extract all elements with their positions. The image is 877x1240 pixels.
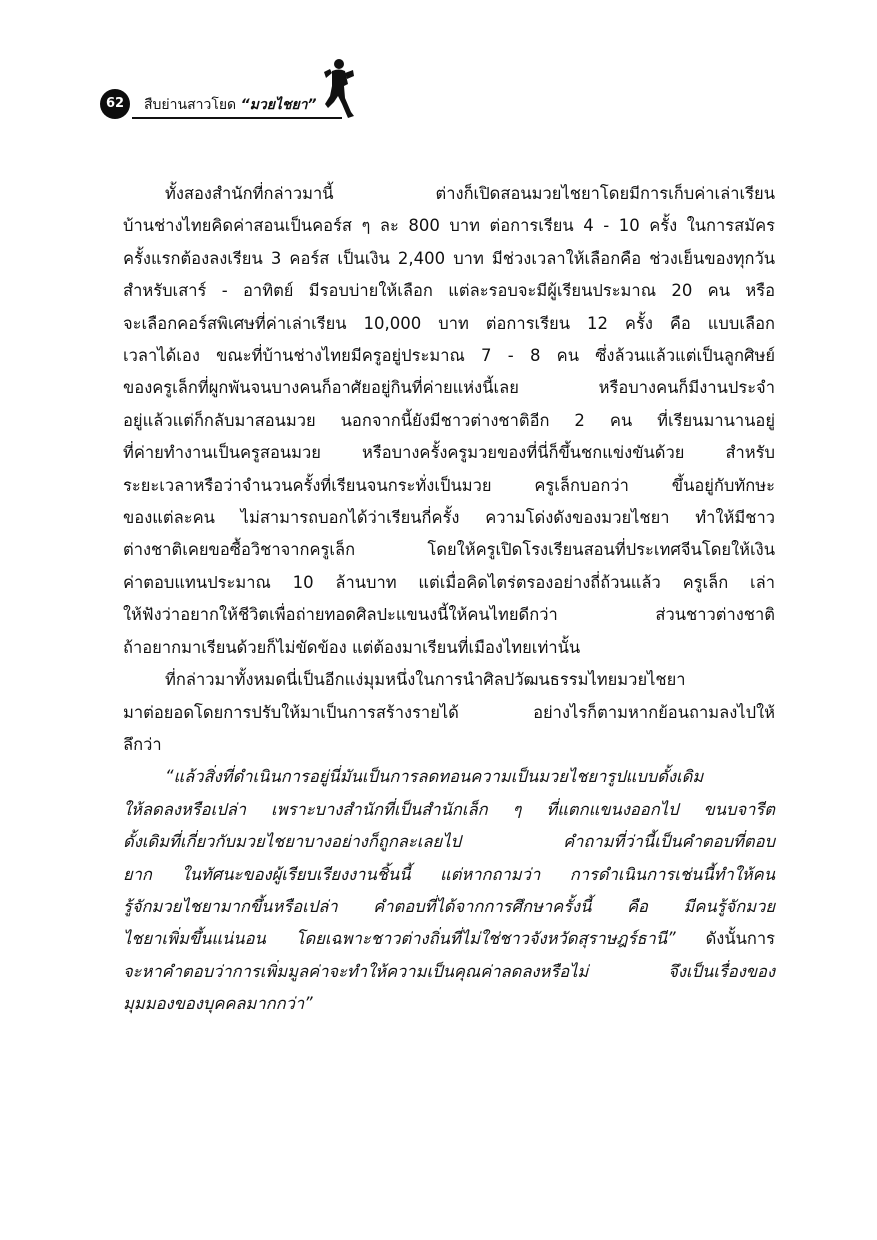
- text-line: ที่ค่ายทำงานเป็นครูสอนมวย หรือบางครั้งครูมวยของที่นี่ก็ขึ้นชกแข่งขันด้วย สำหรับ: [123, 443, 775, 463]
- quote-fragment: ไชยาเพิ่มขึ้นแน่นอน โดยเฉพาะชาวต่างถิ่นที่ไม่ใช่ชาวจังหวัดสุราษฎร์ธานี”: [123, 929, 676, 949]
- text-line: ทั้งสองสำนักที่กล่าวมานี้ ต่างก็เปิดสอนมวยไชยาโดยมีการเก็บค่าเล่าเรียน: [165, 184, 775, 203]
- running-title-prefix: สืบย่านสาวโยด: [144, 97, 237, 113]
- quote-line: ยาก ในทัศนะของผู้เรียบเรียงงานชิ้นนี้ แต่หากถามว่า การดำเนินการเช่นนี้ทำให้คน: [123, 864, 775, 884]
- text-line: เวลาได้เอง ขณะที่บ้านช่างไทยมีครูอยู่ประมาณ 7 - 8 คน ซึ่งล้วนแล้วแต่เป็นลูกศิษย์: [123, 346, 775, 366]
- text-line: ลึกว่า: [123, 734, 162, 754]
- text-line: บ้านช่างไทยคิดค่าสอนเป็นคอร์ส ๆ ละ 800 บาท ต่อการเรียน 4 - 10 ครั้ง ในการสมัคร: [123, 216, 775, 236]
- muay-fighter-icon: [318, 58, 358, 120]
- text-line: ถ้าอยากมาเรียนด้วยก็ไม่ขัดข้อง แต่ต้องมาเรียนที่เมืองไทยเท่านั้น: [123, 637, 581, 657]
- page-number-badge: 62: [100, 89, 130, 119]
- text-line: ที่กล่าวมาทั้งหมดนี่เป็นอีกแง่มุมหนึ่งในการนำศิลปวัฒนธรรมไทยมวยไชยา: [165, 670, 686, 690]
- text-line: ของครูเล็กที่ผูกพันจนบางคนก็อาศัยอยู่กินที่ค่ายแห่งนี้เลย หรือบางคนก็มีงานประจำ: [123, 378, 775, 398]
- quote-line: มุมมองของบุคคลมากกว่า”: [123, 994, 313, 1014]
- text-line: ครั้งแรกต้องลงเรียน 3 คอร์ส เป็นเงิน 2,400 บาท มีช่วงเวลาให้เลือกคือ ช่วงเย็นของทุกวัน: [123, 248, 775, 268]
- mixed-line: [123, 923, 775, 955]
- text-line: ให้ฟังว่าอยากให้ชีวิตเพื่อถ่ายทอดศิลปะแขนงนี้ให้คนไทยดีกว่า ส่วนชาวต่างชาติ: [123, 605, 775, 625]
- text-line: มาต่อยอดโดยการปรับให้มาเป็นการสร้างรายได้ อย่างไรก็ตามหากย้อนถามลงไปให้: [123, 702, 775, 722]
- quote-line: รู้จักมวยไชยามากขึ้นหรือเปล่า คำตอบที่ได้จากการศึกษาครั้งนี้ คือ มีคนรู้จักมวย: [123, 896, 775, 916]
- text-line: ค่าตอบแทนประมาณ 10 ล้านบาท แต่เมื่อคิดไตร่ตรองอย่างถี่ถ้วนแล้ว ครูเล็ก เล่า: [123, 572, 775, 592]
- quote-line: จะหาคำตอบว่าการเพิ่มมูลค่าจะทำให้ความเป็นคุณค่าลดลงหรือไม่ จึงเป็นเรื่องของ: [123, 961, 775, 981]
- quote-paragraph: [123, 761, 775, 1020]
- plain-fragment: ดังนั้นการ: [705, 929, 776, 949]
- text-line: จะเลือกคอร์สพิเศษที่ค่าเล่าเรียน 10,000 บาท ต่อการเรียน 12 ครั้ง คือ แบบเลือก: [123, 313, 775, 333]
- text-line: ต่างชาติเคยขอซื้อวิชาจากครูเล็ก โดยให้ครูเปิดโรงเรียนสอนที่ประเทศจีนโดยให้เงิน: [123, 540, 775, 560]
- quote-line: ดั้งเดิมที่เกี่ยวกับมวยไชยาบางอย่างก็ถูกละเลยไป คำถามที่ว่านี้เป็นคำตอบที่ตอบ: [123, 832, 775, 852]
- text-line: อยู่แล้วแต่ก็กลับมาสอนมวย นอกจากนี้ยังมีชาวต่างชาติอีก 2 คน ที่เรียนมานานอยู่: [123, 410, 775, 430]
- header-rule: [132, 117, 342, 119]
- running-header: [100, 58, 360, 120]
- text-line: สำหรับเสาร์ - อาทิตย์ มีรอบบ่ายให้เลือก แต่ละรอบจะมีผู้เรียนประมาณ 20 คน หรือ: [123, 281, 775, 301]
- text-line: ของแต่ละคน ไม่สามารถบอกได้ว่าเรียนกี่ครั้ง ความโด่งดังของมวยไชยา ทำให้มีชาว: [123, 508, 775, 528]
- article-body: [123, 178, 775, 1021]
- paragraph-1: [123, 178, 775, 664]
- paragraph-2: [123, 664, 775, 761]
- quote-line: ให้ลดลงหรือเปล่า เพราะบางสำนักที่เป็นสำนักเล็ก ๆ ที่แตกแขนงออกไป ขนบจารีต: [123, 799, 775, 819]
- quote-line: “แล้วสิ่งที่ดำเนินการอยู่นี่มันเป็นการลดทอนความเป็นมวยไชยารูปแบบดั้งเดิม: [165, 767, 704, 787]
- running-title-emphasis: “มวยไชยา”: [240, 97, 317, 113]
- running-title: [144, 94, 317, 116]
- text-line: ระยะเวลาหรือว่าจำนวนครั้งที่เรียนจนกระทั่งเป็นมวย ครูเล็กบอกว่า ขึ้นอยู่กับทักษะ: [123, 475, 775, 495]
